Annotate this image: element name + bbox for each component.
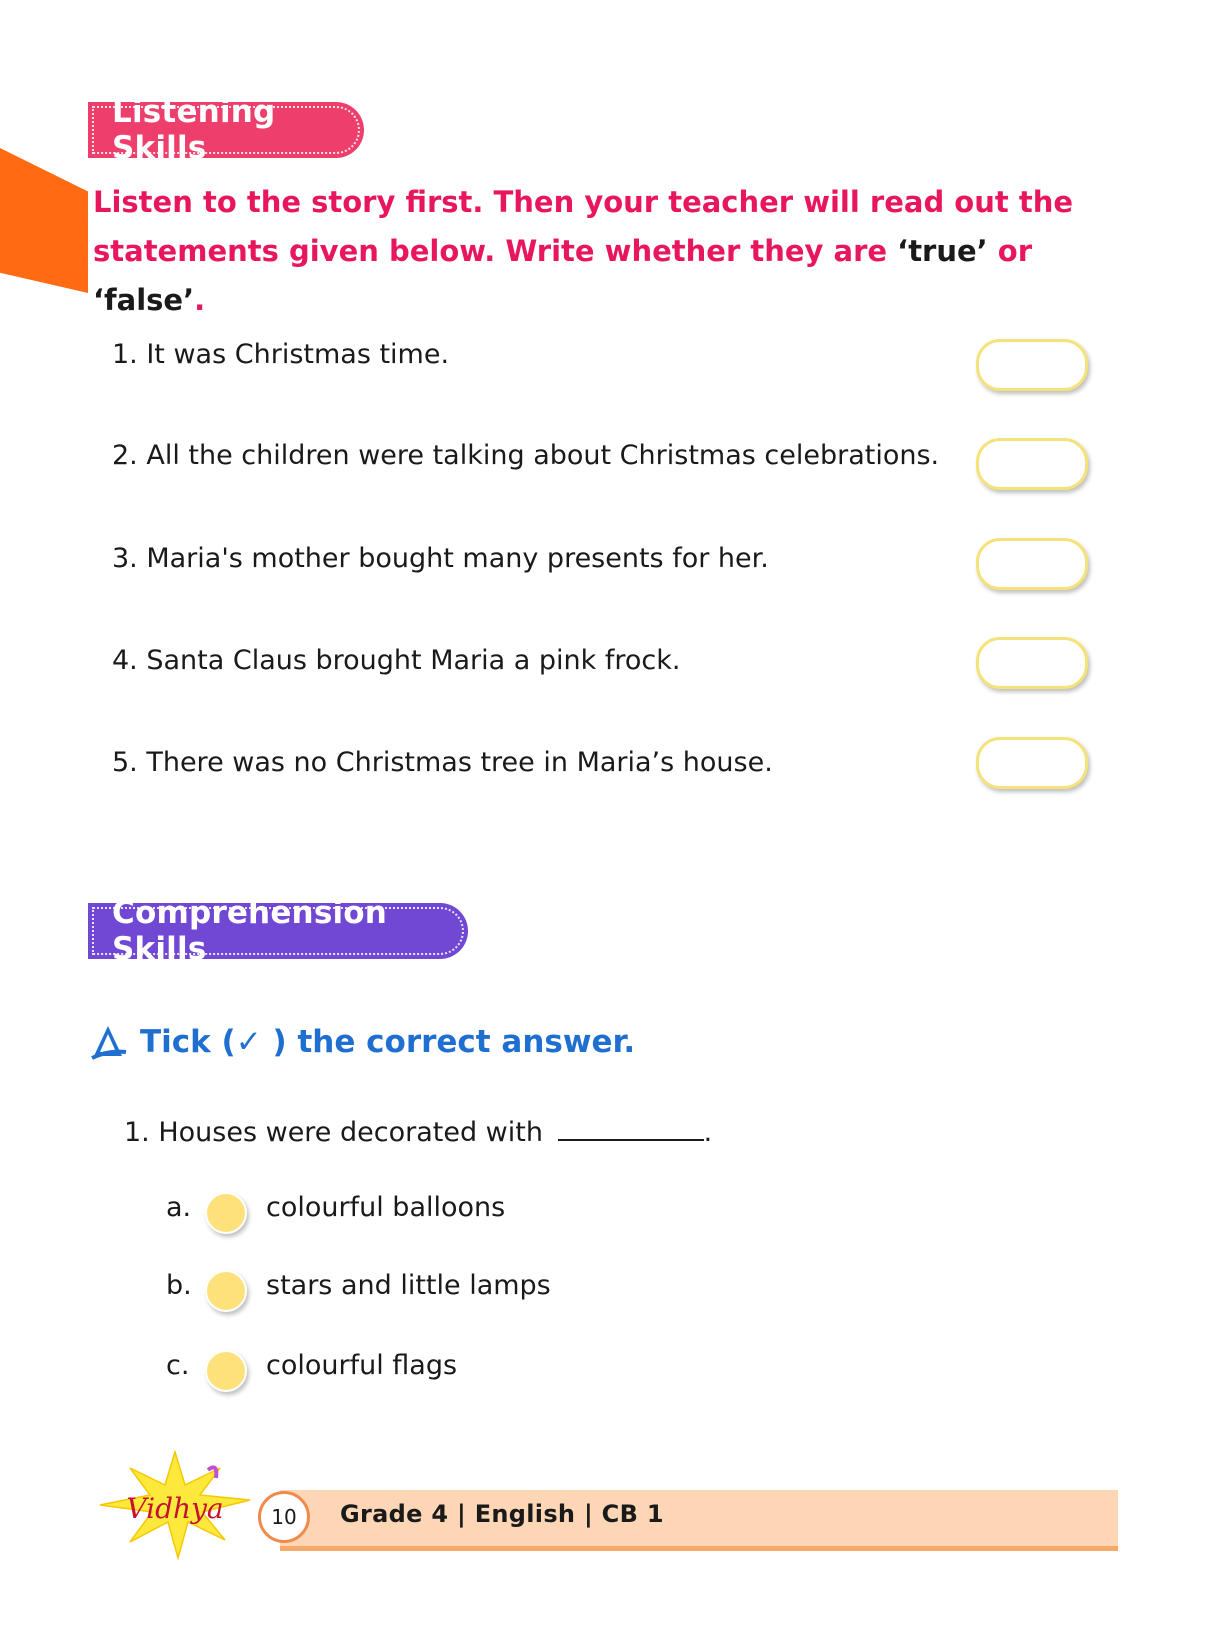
option-b-text: stars and little lamps: [266, 1270, 551, 1301]
task-a-title: Tick (✓ ) the correct answer.: [140, 1024, 636, 1060]
option-c-circle[interactable]: [205, 1350, 247, 1392]
answer-box-3[interactable]: [976, 538, 1088, 590]
question-1-text: 1. Houses were decorated with: [124, 1117, 543, 1148]
answer-box-1[interactable]: [976, 339, 1088, 391]
orange-edge-tab: [0, 148, 88, 293]
statement-2: 2. All the children were talking about Christmas celebrations.: [112, 440, 940, 471]
instruction-end: .: [194, 283, 206, 317]
option-a-text: colourful balloons: [266, 1192, 506, 1223]
answer-box-4[interactable]: [976, 637, 1088, 689]
instruction-text: Listen to the story first. Then your teacher will read out the statements given below. Write whether they are: [93, 185, 1074, 268]
statement-5: 5. There was no Christmas tree in Maria’s house.: [112, 747, 773, 778]
question-1: [124, 1115, 712, 1148]
page-number: 10: [258, 1491, 310, 1543]
listening-skills-title: Listening Skills: [112, 94, 276, 166]
option-b-circle[interactable]: [205, 1270, 247, 1312]
comprehension-skills-title: Comprehension Skills: [112, 895, 388, 967]
option-c-text: colourful flags: [266, 1350, 458, 1381]
instruction-or: or: [987, 234, 1033, 268]
instruction-false: ‘false’: [93, 283, 195, 317]
comprehension-skills-heading: [88, 895, 468, 967]
option-a-circle[interactable]: [205, 1192, 247, 1234]
instruction-true: ‘true’: [897, 234, 988, 268]
option-b-letter: b.: [166, 1270, 192, 1301]
letter-a-badge-icon: [88, 1022, 128, 1062]
logo-text: Vidhya: [126, 1492, 224, 1525]
statement-4: 4. Santa Claus brought Maria a pink frock.: [112, 645, 681, 676]
answer-box-5[interactable]: [976, 737, 1088, 789]
statement-1: 1. It was Christmas time.: [112, 339, 450, 370]
listening-skills-heading: [88, 94, 364, 166]
vidhya-logo: [90, 1450, 260, 1560]
answer-blank: [558, 1115, 704, 1141]
footer-text: Grade 4 | English | CB 1: [340, 1500, 664, 1528]
question-1-end: .: [703, 1117, 713, 1148]
listening-instruction: [93, 178, 1153, 325]
answer-box-2[interactable]: [976, 438, 1088, 490]
statement-3: 3. Maria's mother bought many presents for her.: [112, 543, 769, 574]
task-a-heading: [88, 1022, 635, 1062]
option-c-letter: c.: [166, 1350, 190, 1381]
option-a-letter: a.: [166, 1192, 192, 1223]
